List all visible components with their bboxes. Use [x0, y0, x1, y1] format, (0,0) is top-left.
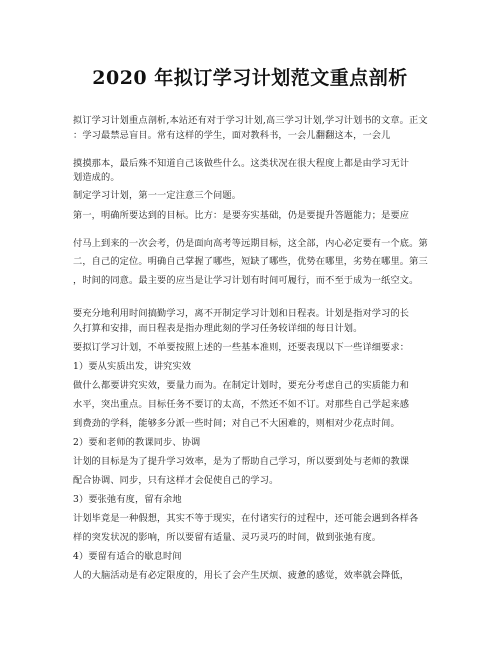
- section-heading: 4）要留有适合的歇息时间: [73, 551, 182, 562]
- body-line: 久打算和安排，而日程表是指办理此刻的学习任务较详细的每日计划。: [73, 323, 363, 334]
- body-line: 水平，突出重点。目标任务不要订的太高，不然还不如不订。对那些自己学起来感: [73, 399, 410, 410]
- body-line: 划造成的。: [73, 172, 120, 183]
- body-line: 到费劲的学科，能够多分派一些时间；对自己不大困难的，则相对少花点时间。: [73, 418, 400, 429]
- section-heading: 1）要从实质出发，讲究实效: [73, 361, 192, 372]
- body-line: 配合协调、同步，只有这样才会促使自己的学习。: [73, 475, 279, 486]
- section-heading: 3）要张弛有度，留有余地: [73, 494, 182, 505]
- document-title: 2020 年拟订学习计划范文重点剖析: [92, 67, 408, 89]
- body-line: 付马上到来的一次会考，仍是面向高考等远期目标，这全部，内心必定要有一个底。第: [73, 238, 428, 249]
- body-line: 第一，明确所要达到的目标。比方：是要夯实基础，仍是要提升答题能力；是要应: [73, 210, 410, 221]
- body-line: 做什么都要讲究实效，要量力而为。在制定计划时，要充分考虑自己的实质能力和: [73, 380, 410, 391]
- body-line: 二，自己的定位。明确自己掌握了哪些，短缺了哪些，优势在哪里，劣势在哪里。第三: [73, 256, 428, 267]
- body-line: 制定学习计划，第一一定注意三个问题。: [73, 190, 242, 201]
- body-line: 计划的目标是为了提升学习效率，是为了帮助自己学习，所以要到处与老师的教课: [73, 456, 410, 467]
- body-line: 样的突发状况的影响，所以要留有适量、灵巧灵巧的时间，做到张弛有度。: [73, 532, 382, 543]
- body-line: 拟订学习计划重点剖析,本站还有对于学习计划,高三学习计划,学习计划书的文章。正文: [73, 115, 428, 126]
- body-line: 人的大脑活动是有必定限度的，用长了会产生厌烦、疲惫的感觉，效率就会降低，: [73, 570, 410, 581]
- body-line: 计划毕竟是一种假想，其实不等于现实，在付诸实行的过程中，还可能会遇到各样各: [73, 513, 419, 524]
- body-line: 要拟订学习计划，不单要按照上述的一些基本准则，还要表现以下一些详细要求：: [73, 342, 410, 353]
- body-line: ，时间的同意。最主要的应当是让学习计划有时间可履行，而不至于成为一纸空文。: [73, 275, 419, 286]
- body-line: 摸摸那本，最后殊不知道自己该做些什么。这类状况在很大程度上都是由学习无计: [73, 158, 410, 169]
- body-line: 要充分地利用时间搞勤学习，离不开制定学习计划和日程表。计划是指对学习的长: [73, 308, 410, 319]
- section-heading: 2）要和老师的教课同步、协调: [73, 437, 201, 448]
- body-line: ：学习最禁忌盲目。常有这样的学生，面对教科书，一会儿翻翻这本，一会儿: [73, 130, 391, 141]
